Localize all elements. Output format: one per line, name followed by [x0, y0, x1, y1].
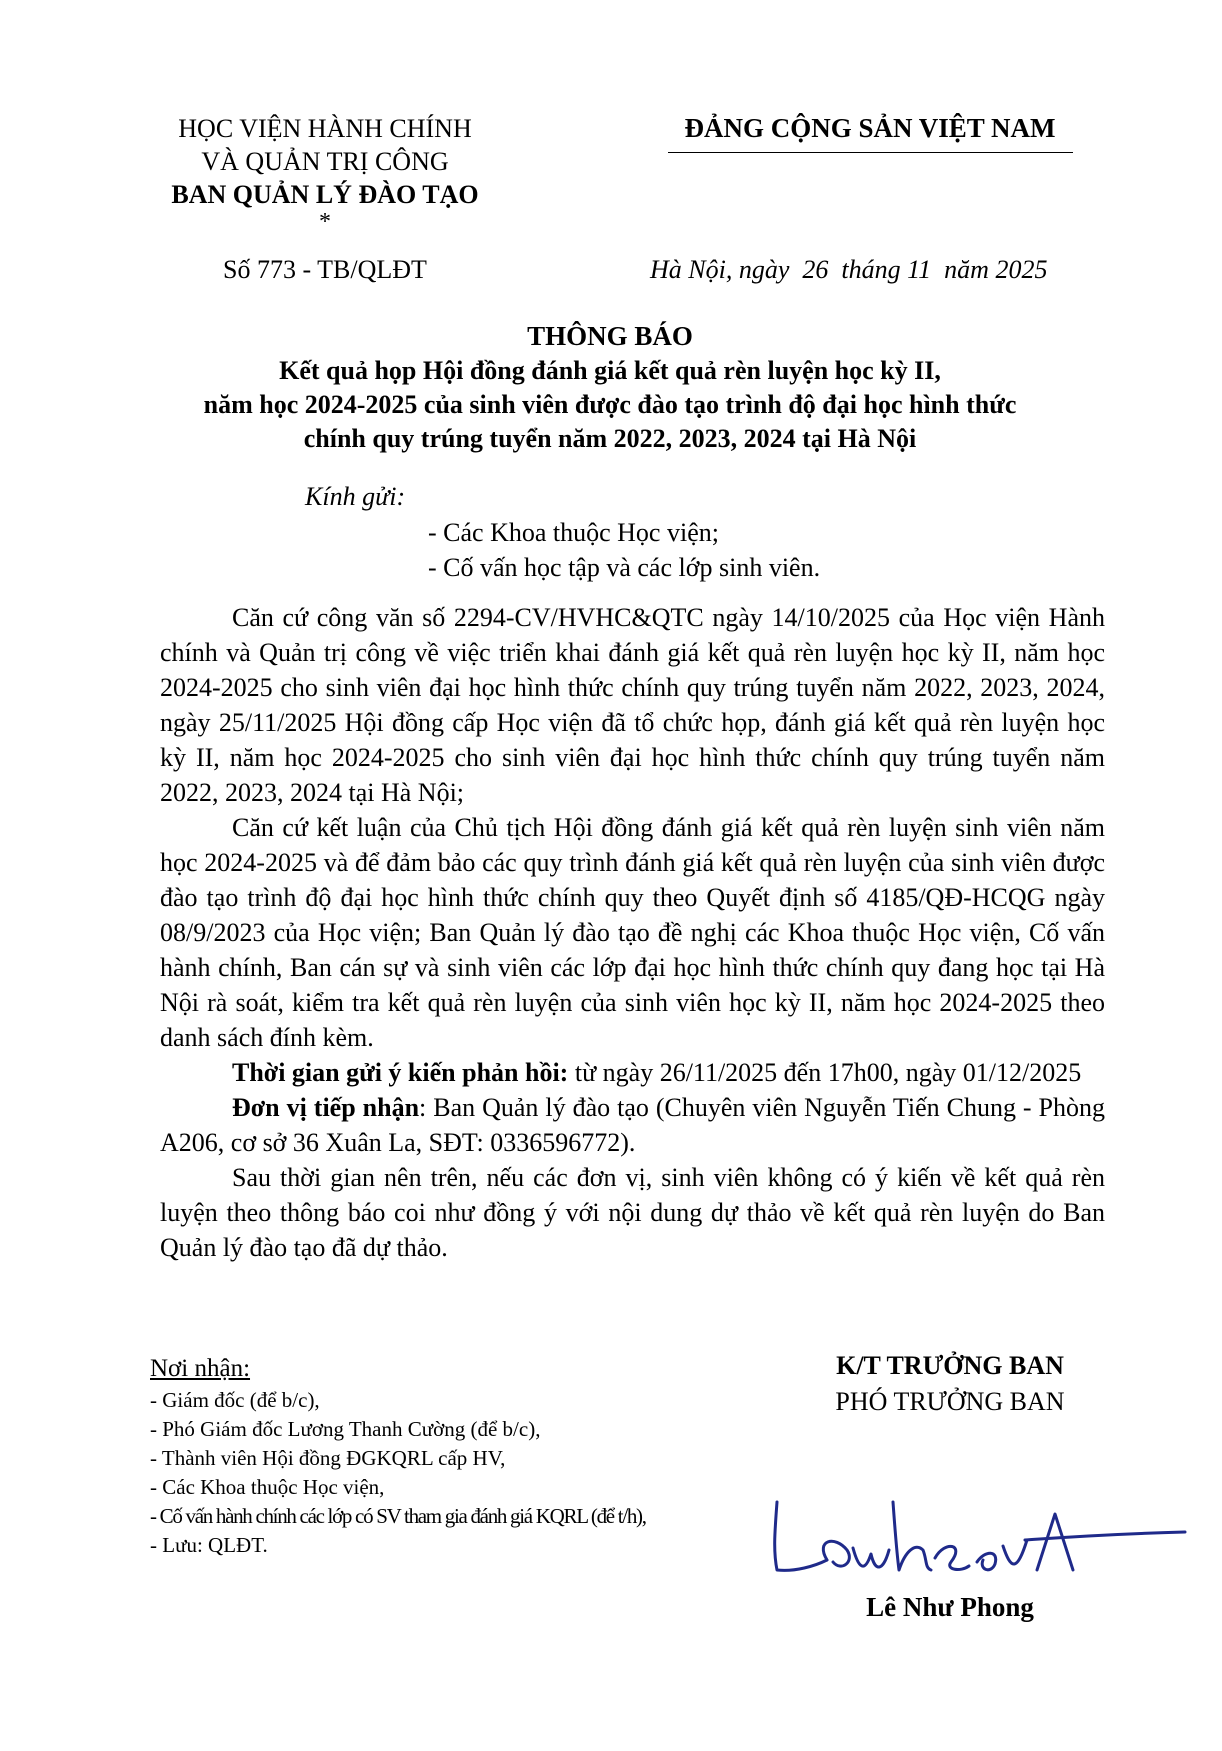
distribution-item: - Cố vấn hành chính các lớp có SV tham gia đánh giá KQRL (để t/h), — [150, 1504, 646, 1528]
agency-line-2: VÀ QUẢN TRỊ CÔNG — [201, 147, 449, 176]
distribution-list — [150, 1352, 646, 1560]
distribution-item: - Các Khoa thuộc Học viện, — [150, 1475, 385, 1499]
body-paragraph-2: Căn cứ kết luận của Chủ tịch Hội đồng đánh giá kết quả rèn luyện sinh viên năm học 2024-2025 và để đảm bảo các quy trình đánh giá kết quả rèn luyện của sinh viên được đào tạo trình độ đại học hình thức chính quy theo Quyết định số 4185/QĐ-HCQG ngày 08/9/2023 của Học viện; Ban Quản lý đào tạo đề nghị các Khoa thuộc Học viện, Cố vấn hành chính, Ban cán sự và sinh viên các lớp đại học hình thức chính quy đang học tại Hà Nội rà soát, kiểm tra kết quả rèn luyện của sinh viên học kỳ II, năm học 2024-2025 theo danh sách đính kèm. — [160, 813, 1105, 1052]
title-line-3: chính quy trúng tuyển năm 2022, 2023, 2024 tại Hà Nội — [303, 424, 917, 453]
signer-position: PHÓ TRƯỞNG BAN — [835, 1387, 1065, 1416]
body-paragraph-1: Căn cứ công văn số 2294-CV/HVHC&QTC ngày 14/10/2025 của Học viện Hành chính và Quản trị công về việc triển khai đánh giá kết quả rèn luyện học kỳ II, năm học 2024-2025 cho sinh viên đại học hình thức chính quy trúng tuyển năm 2022, 2023, 2024, ngày 25/11/2025 Hội đồng cấp Học viện đã tổ chức họp, đánh giá kết quả rèn luyện học kỳ II, năm học 2024-2025 cho sinh viên đại học hình thức chính quy trúng tuyển năm 2022, 2023, 2024 tại Hà Nội; — [160, 603, 1105, 807]
party-header-underline — [668, 152, 1073, 153]
header-star: * — [319, 209, 331, 235]
title-heading: THÔNG BÁO — [527, 321, 693, 351]
distribution-item: - Phó Giám đốc Lương Thanh Cường (để b/c), — [150, 1417, 541, 1441]
party-header: ĐẢNG CỘNG SẢN VIỆT NAM — [684, 113, 1056, 143]
signer-name: Lê Như Phong — [866, 1592, 1034, 1622]
document-number: Số 773 - TB/QLĐT — [223, 255, 427, 284]
receiver-label: Đơn vị tiếp nhận — [232, 1093, 420, 1122]
place-date: Hà Nội, ngày 26 tháng 11 năm 2025 — [650, 255, 1048, 284]
title-line-1: Kết quả họp Hội đồng đánh giá kết quả rèn luyện học kỳ II, — [279, 356, 941, 385]
body-paragraph-final: Sau thời gian nên trên, nếu các đơn vị, sinh viên không có ý kiến về kết quả rèn luyện theo thông báo coi như đồng ý với nội dung dự thảo về kết quả rèn luyện do Ban Quản lý đào tạo đã dự thảo. — [160, 1163, 1105, 1262]
department-name: BAN QUẢN LÝ ĐÀO TẠO — [171, 180, 479, 209]
feedback-paragraph — [160, 1055, 1105, 1090]
document-title — [150, 318, 1070, 456]
signer-authority: K/T TRƯỞNG BAN — [836, 1351, 1064, 1380]
title-line-2: năm học 2024-2025 của sinh viên được đào tạo trình độ đại học hình thức — [203, 390, 1017, 419]
recipients-label: Kính gửi: — [305, 482, 406, 511]
handwritten-signature — [755, 1480, 1195, 1590]
document-body — [160, 600, 1105, 1265]
agency-line-1: HỌC VIỆN HÀNH CHÍNH — [178, 114, 472, 143]
agency-header — [120, 112, 530, 233]
feedback-text: từ ngày 26/11/2025 đến 17h00, ngày 01/12/2025 — [568, 1058, 1082, 1087]
recipient-item: - Các Khoa thuộc Học viện; — [428, 518, 719, 547]
recipient-item: - Cố vấn học tập và các lớp sinh viên. — [428, 553, 821, 582]
distribution-item: - Giám đốc (để b/c), — [150, 1388, 320, 1412]
distribution-item: - Lưu: QLĐT. — [150, 1533, 268, 1557]
feedback-label: Thời gian gửi ý kiến phản hồi: — [232, 1058, 569, 1087]
receiver-text: : Ban Quản lý đào tạo (Chuyên viên Nguyễn Tiến Chung - Phòng A206, cơ sở 36 Xuân La, SĐT: 0336596772). — [160, 1093, 1106, 1157]
distribution-item: - Thành viên Hội đồng ĐGKQRL cấp HV, — [150, 1446, 506, 1470]
signature-block — [820, 1348, 1080, 1420]
receiver-paragraph — [160, 1090, 1105, 1160]
distribution-label: Nơi nhận: — [150, 1355, 251, 1382]
